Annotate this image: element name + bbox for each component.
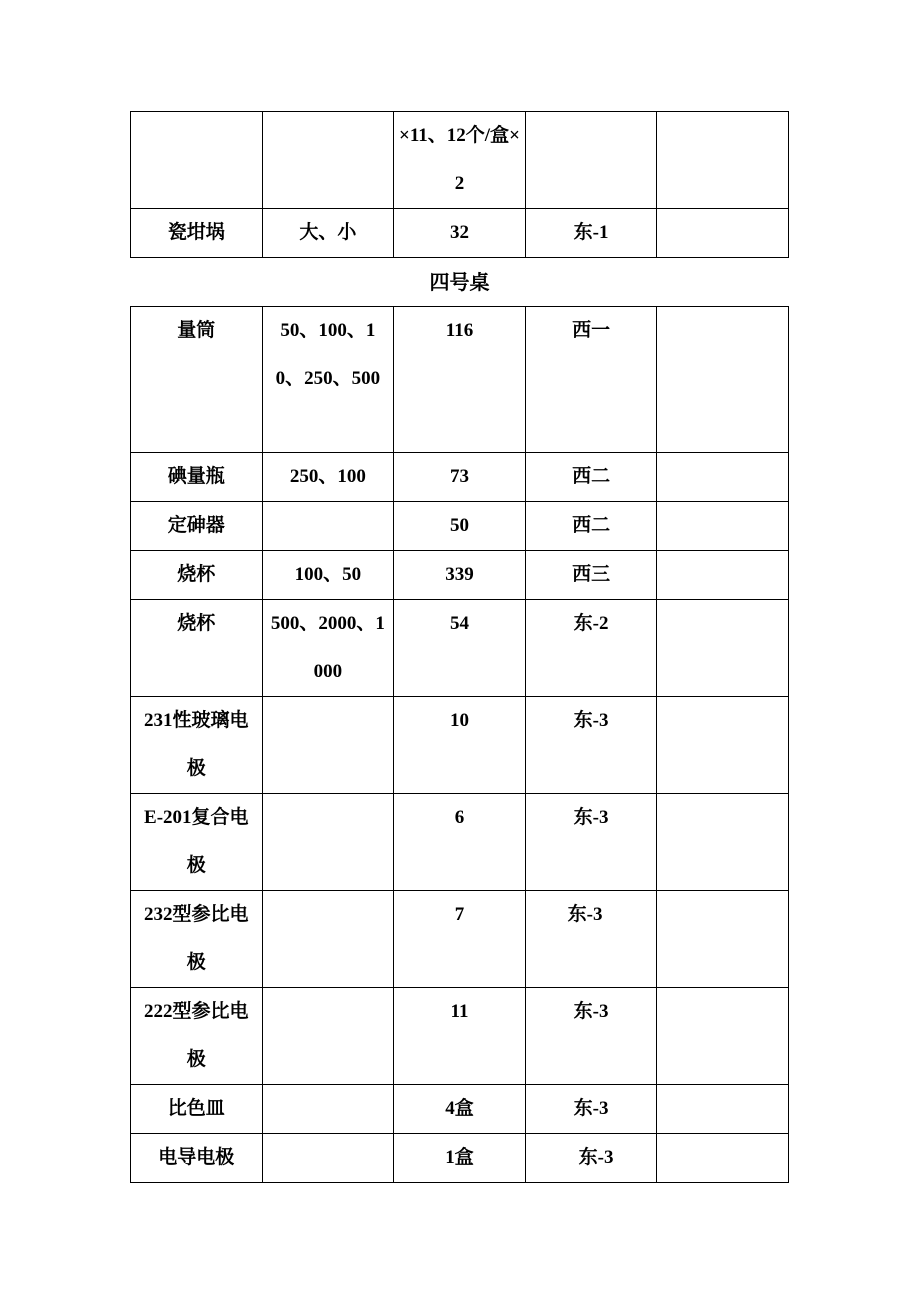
table-cell-name: 222型参比电极: [131, 988, 263, 1085]
table-row: [131, 1085, 789, 1134]
table-cell-quantity: 11: [394, 988, 526, 1085]
section-title: 四号桌: [429, 272, 490, 294]
table-cell-quantity: 7: [394, 891, 526, 988]
table-cell-name: 电导电极: [131, 1134, 263, 1183]
table-row: [131, 502, 789, 551]
table-cell-note: [657, 988, 789, 1085]
table-cell-name: 231性玻璃电极: [131, 697, 263, 794]
table-cell-quantity: 339: [394, 551, 526, 600]
table-cell-location: 东-2: [525, 600, 657, 697]
table-cell-spec: 大、小: [262, 209, 394, 258]
table-cell-note: [657, 1085, 789, 1134]
table-cell-quantity: 4盒: [394, 1085, 526, 1134]
table-cell-note: [657, 600, 789, 697]
table-row: [131, 112, 789, 209]
table-cell-location: 西二: [525, 502, 657, 551]
table-cell-spec: 500、2000、1000: [262, 600, 394, 697]
table-row: [131, 551, 789, 600]
table-cell-quantity: 32: [394, 209, 526, 258]
table-cell-note: [657, 551, 789, 600]
table-cell-name: 232型参比电极: [131, 891, 263, 988]
main-table: [130, 306, 789, 1183]
table-row: [131, 988, 789, 1085]
table-row: [131, 697, 789, 794]
table-cell-location-text: 东-3: [578, 1147, 614, 1168]
table-cell-name: [131, 112, 263, 209]
table-row: [131, 453, 789, 502]
table-cell-location: 东-1: [525, 209, 657, 258]
table-cell-spec: [262, 1134, 394, 1183]
table-row: [131, 794, 789, 891]
table-row: [131, 600, 789, 697]
table-cell-spec: [262, 697, 394, 794]
table-cell-name: 烧杯: [131, 600, 263, 697]
table-cell-location: [525, 112, 657, 209]
table-cell-location: 东-3: [525, 1085, 657, 1134]
table-cell-note: [657, 794, 789, 891]
table-cell-quantity: 1盒: [394, 1134, 526, 1183]
table-cell-location: 东-3: [525, 988, 657, 1085]
table-cell-spec: [262, 794, 394, 891]
table-cell-quantity: 50: [394, 502, 526, 551]
table-cell-spec: [262, 1085, 394, 1134]
table-cell-location: [525, 1134, 657, 1183]
table-cell-spec: 250、100: [262, 453, 394, 502]
table-cell-location-text: 东-3: [567, 904, 603, 925]
table-cell-location: 东-3: [525, 697, 657, 794]
top-table: [130, 111, 789, 258]
table-row: [131, 209, 789, 258]
table-cell-note: [657, 209, 789, 258]
table-cell-location: 西二: [525, 453, 657, 502]
table-cell-quantity: ×11、12个/盒×2: [394, 112, 526, 209]
table-cell-note: [657, 307, 789, 453]
table-cell-quantity: 116: [394, 307, 526, 453]
table-cell-note: [657, 697, 789, 794]
table-cell-name: 比色皿: [131, 1085, 263, 1134]
table-cell-spec: [262, 502, 394, 551]
table-cell-note: [657, 502, 789, 551]
table-cell-name: 定砷器: [131, 502, 263, 551]
table-cell-spec: [262, 112, 394, 209]
table-cell-note: [657, 112, 789, 209]
table-cell-quantity: 10: [394, 697, 526, 794]
table-row: [131, 891, 789, 988]
table-cell-note: [657, 891, 789, 988]
table-cell-location: 东-3: [525, 794, 657, 891]
table-cell-name: E-201复合电极: [131, 794, 263, 891]
table-row: [131, 307, 789, 453]
table-cell-spec: [262, 988, 394, 1085]
table-cell-quantity: 54: [394, 600, 526, 697]
table-cell-location: 西一: [525, 307, 657, 453]
table-cell-note: [657, 453, 789, 502]
table-cell-name: 瓷坩埚: [131, 209, 263, 258]
table-cell-spec: 50、100、10、250、500: [262, 307, 394, 453]
table-cell-quantity: 6: [394, 794, 526, 891]
table-cell-name: 烧杯: [131, 551, 263, 600]
table-cell-name: 碘量瓶: [131, 453, 263, 502]
table-cell-location: 西三: [525, 551, 657, 600]
table-cell-quantity: 73: [394, 453, 526, 502]
table-cell-note: [657, 1134, 789, 1183]
table-cell-location: [525, 891, 657, 988]
table-row: [131, 1134, 789, 1183]
table-cell-spec: 100、50: [262, 551, 394, 600]
table-cell-name: 量筒: [131, 307, 263, 453]
table-cell-spec: [262, 891, 394, 988]
